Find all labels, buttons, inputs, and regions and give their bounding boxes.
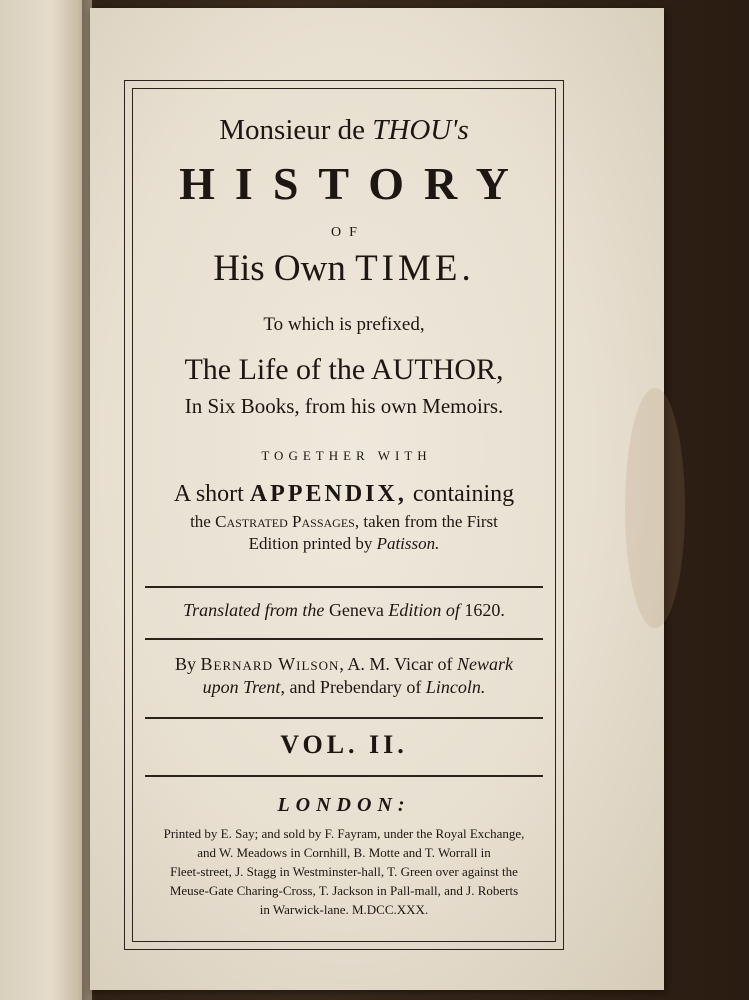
geneva-text: Geneva <box>328 600 384 620</box>
translated-b-text: Edition of <box>383 600 465 620</box>
rule-3 <box>145 717 543 719</box>
castrated-post-text: , taken from the First <box>354 512 498 531</box>
author-line <box>133 115 555 147</box>
imprint-line: and W. Meadows in Cornhill, B. Motte and T. Worrall in <box>197 845 491 860</box>
patisson-text: Patisson. <box>376 534 440 553</box>
appendix-pre-text: A short <box>173 481 250 507</box>
edition-line <box>133 535 555 554</box>
facing-page <box>0 0 92 1000</box>
author-text: AUTHOR, <box>371 353 504 386</box>
imprint-line: in Warwick-lane. M.DCC.XXX. <box>259 902 429 917</box>
appendix-text: APPENDIX, <box>249 481 407 507</box>
rule-4 <box>145 775 543 777</box>
lincoln-text: Lincoln. <box>425 677 486 697</box>
imprint-line: Meuse-Gate Charing-Cross, T. Jackson in Pall-mall, and J. Roberts <box>169 883 519 898</box>
own-time-line <box>133 249 555 290</box>
page-stain <box>625 388 685 628</box>
inner-border <box>132 88 556 942</box>
castrated-pre-text: the <box>190 512 216 531</box>
appendix-line <box>133 481 555 507</box>
imprint-line: Fleet-street, J. Stagg in Westminster-hall, T. Green over against the <box>170 864 518 879</box>
newark-text: Newark <box>457 654 513 674</box>
title-page <box>90 8 664 990</box>
history-heading: HISTORY <box>179 158 529 209</box>
of-text: OF <box>331 225 365 240</box>
outer-border <box>124 80 564 950</box>
his-own-text: His Own <box>213 248 356 289</box>
prebendary-text: , and Prebendary of <box>280 677 426 697</box>
translator-line-2 <box>133 678 555 698</box>
castrated-line <box>133 513 555 532</box>
translated-a-text: Translated from the <box>183 600 329 620</box>
time-text: TIME. <box>355 248 475 289</box>
by-text: By <box>175 654 201 674</box>
rule-1 <box>145 586 543 588</box>
upon-trent-text: upon Trent <box>202 677 281 697</box>
life-pre-text: The Life of the <box>184 353 372 386</box>
life-line <box>133 353 555 386</box>
translated-line <box>133 601 555 621</box>
appendix-post-text: containing <box>406 481 515 507</box>
year-text: 1620. <box>464 600 505 620</box>
rule-2 <box>145 638 543 640</box>
castrated-text: Castrated Passages <box>215 512 355 531</box>
volume-label: VOL. II. <box>280 730 408 759</box>
six-books-line: In Six Books, from his own Memoirs. <box>184 394 504 418</box>
translator-name: Bernard Wilson <box>200 654 340 674</box>
imprint-line: Printed by E. Say; and sold by F. Fayram, under the Royal Exchange, <box>163 826 525 841</box>
prefixed-line: To which is prefixed, <box>263 314 425 335</box>
title-page-text <box>133 89 555 941</box>
translator-line-1 <box>133 655 555 675</box>
together-line: TOGETHER WITH <box>261 448 432 463</box>
edition-pre-text: Edition printed by <box>248 534 377 553</box>
thou-text: THOU <box>372 114 452 146</box>
monsieur-text: Monsieur de <box>219 114 373 146</box>
london-heading: LONDON: <box>277 794 411 816</box>
am-text: , A. M. Vicar of <box>339 654 457 674</box>
thou-suffix: 's <box>451 114 469 146</box>
